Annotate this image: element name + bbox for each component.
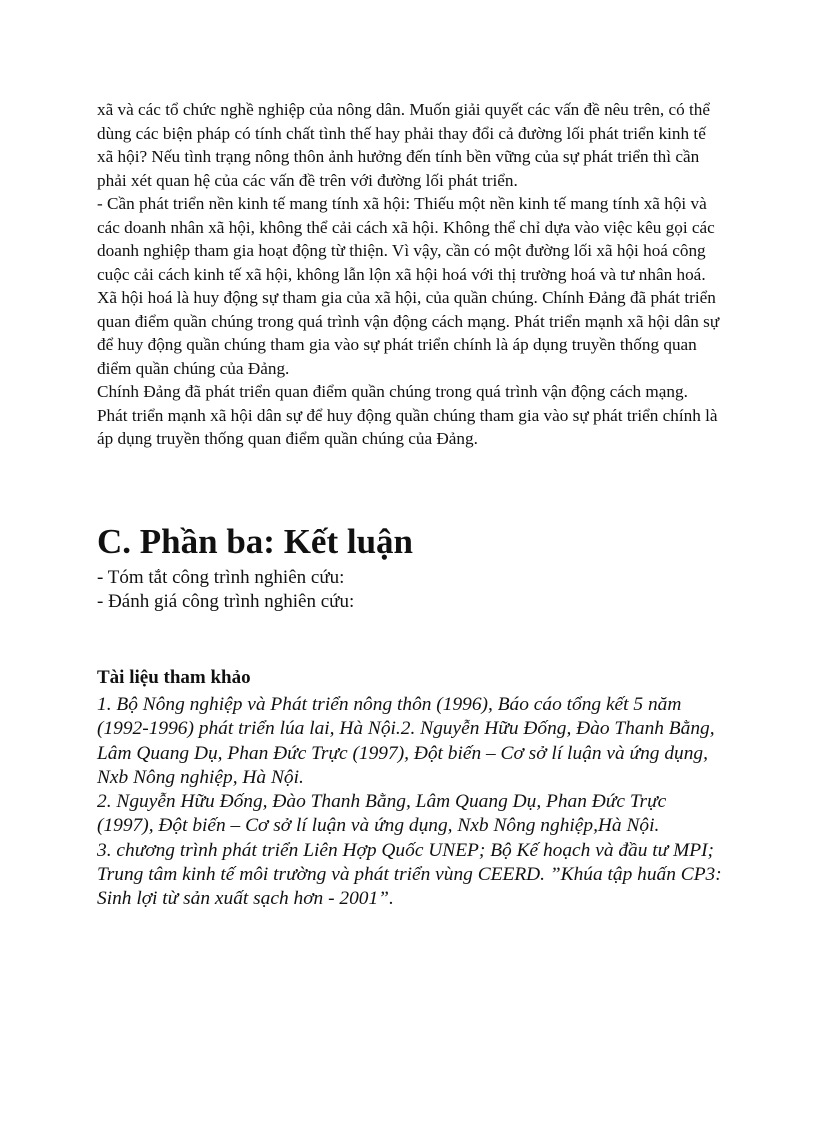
reference-item: 2. Nguyễn Hữu Đống, Đào Thanh Bằng, Lâm Quang Dụ, Phan Đức Trực (1997), Đột biến – Cơ sở lí luận và ứng dụng, Nxb Nông nghiệp,Hà Nội. (97, 791, 667, 837)
body-paragraph: Chính Đảng đã phát triển quan điểm quần chúng trong quá trình vận động cách mạng. Phát triển mạnh xã hội dân sự để huy động quần chúng tham gia vào sự phát triển chính là áp dụng truyền thống quan điểm quần chúng của Đảng. (97, 382, 718, 448)
conclusion-item: - Tóm tắt công trình nghiên cứu: (97, 567, 345, 588)
references-list (97, 693, 727, 912)
document-body (97, 98, 722, 451)
body-paragraph: xã và các tổ chức nghề nghiệp của nông dân. Muốn giải quyết các vấn đề nêu trên, có thể dùng các biện pháp có tính chất tình thế hay phải thay đổi cả đường lối phát triển kinh tế xã hội? Nếu tình trạng nông thôn ảnh hưởng đến tính bền vững của sự phát triển thì cần phải xét quan hệ của các vấn đề trên với đường lối phát triển. (97, 100, 711, 190)
section-heading-conclusion: C. Phần ba: Kết luận (97, 522, 414, 561)
reference-item: 3. chương trình phát triển Liên Hợp Quốc UNEP; Bộ Kế hoạch và đầu tư MPI; Trung tâm kinh tế môi trường và phát triển vùng CEERD. ”Khúa tập huấn CP3: Sinh lợi từ sản xuất sạch hơn - 2001”. (97, 839, 722, 910)
body-text (97, 98, 722, 451)
body-paragraph: - Cần phát triển nền kinh tế mang tính xã hội: Thiếu một nền kinh tế mang tính xã hội và các doanh nhân xã hội, không thể cải cách xã hội. Không thể chỉ dựa vào việc kêu gọi các doanh nghiệp tham gia hoạt động từ thiện. Vì vậy, cần có một đường lối xã hội hoá công cuộc cải cách kinh tế xã hội, không lẫn lộn xã hội hoá với thị trường hoá và tư nhân hoá. Xã hội hoá là huy động sự tham gia của xã hội, của quần chúng. Chính Đảng đã phát triển quan điểm quần chúng trong quá trình vận động cách mạng. Phát triển mạnh xã hội dân sự để huy động quần chúng tham gia vào sự phát triển chính là áp dụng truyền thống quan điểm quần chúng của Đảng. (97, 194, 720, 378)
references-heading: Tài liệu tham khảo (97, 667, 251, 688)
reference-item: 1. Bộ Nông nghiệp và Phát triển nông thôn (1996), Báo cáo tổng kết 5 năm (1992-1996) phát triển lúa lai, Hà Nội.2. Nguyễn Hữu Đống, Đào Thanh Bằng, Lâm Quang Dụ, Phan Đức Trực (1997), Đột biến – Cơ sở lí luận và ứng dụng, Nxb Nông nghiệp, Hà Nội. (97, 694, 715, 788)
conclusion-item: - Đánh giá công trình nghiên cứu: (97, 591, 355, 612)
conclusion-list (97, 566, 722, 614)
